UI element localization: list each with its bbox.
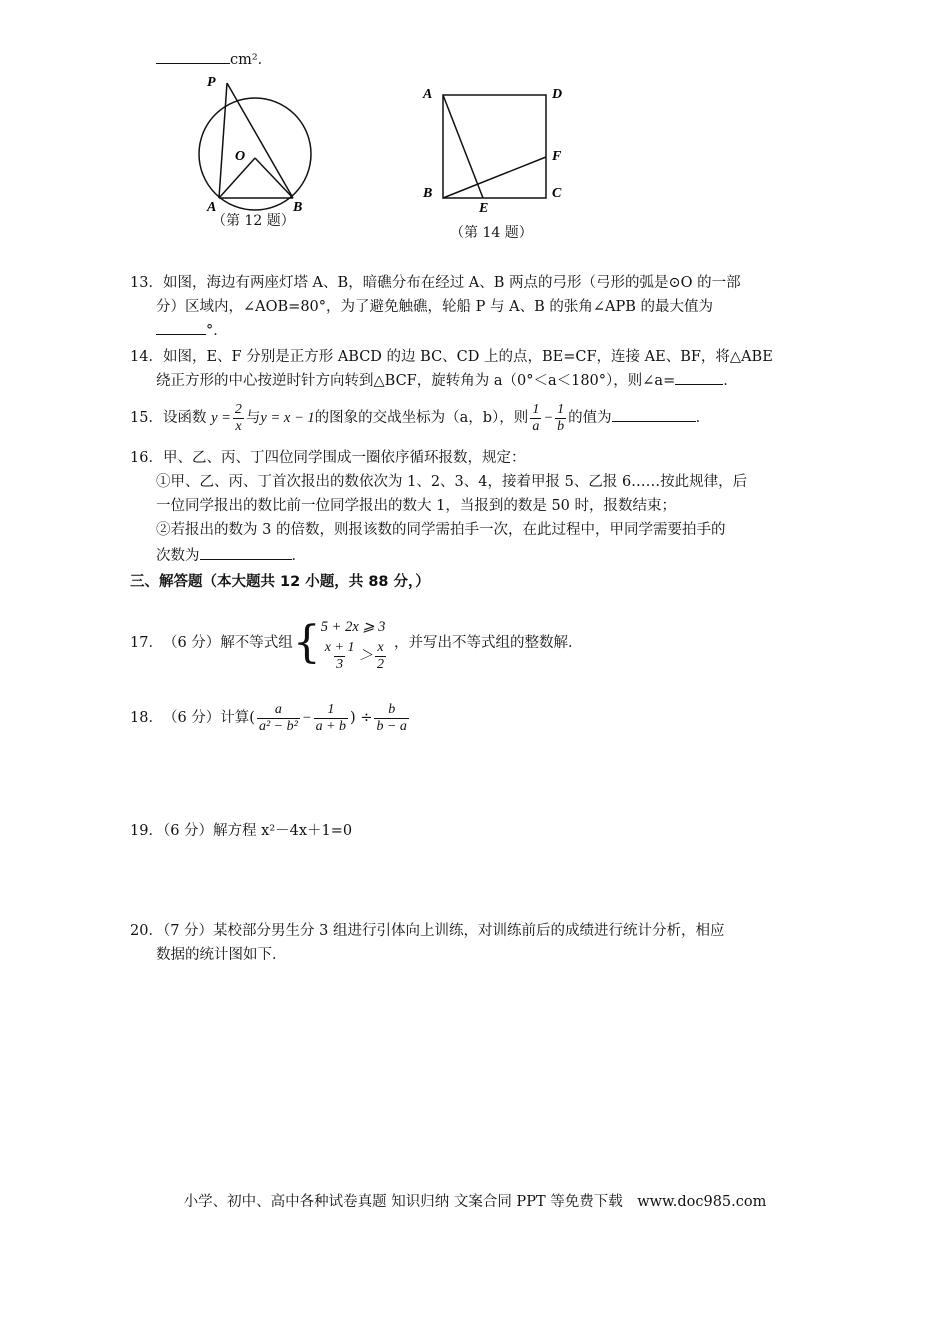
question-13-line-1: 13．如图，海边有两座灯塔 A、B，暗礁分布在经过 A、B 两点的弓形（弓形的弧是⊙O 的一部: [130, 275, 741, 291]
question-19: 19．（6 分）解方程 x²－4x＋1=0: [130, 823, 353, 839]
question-16-line-2: ①甲、乙、丙、丁首次报出的数依次为 1、2、3、4，接着甲报 5、乙报 6……按此规律，后: [156, 474, 748, 490]
line-bf: [443, 157, 546, 198]
question-17: 17． （6 分）解不等式组 { 5 + 2x ⩾ 3 $\frac{x + 1}{3}$ ＞ $\frac{x}{2}$ ，并写出不等式组的整数解．: [130, 603, 830, 683]
fraction-1-over-a-plus-b: $\frac{1}{a + b}$: [315, 701, 347, 734]
question-14-line-2: 绕正方形的中心按逆时针方向转到△BCF，旋转角为 a（0°＜a＜180°），则∠a= ．: [156, 370, 856, 392]
question-number: 15．: [130, 410, 163, 426]
inequality-2: $\frac{x + 1}{3}$ ＞ $\frac{x}{2}$: [324, 639, 384, 672]
figure-12: [190, 66, 320, 216]
label-b: B: [423, 186, 433, 201]
label-f: F: [552, 149, 562, 164]
section-3-title: 三、解答题（本大题共 12 小题，共 88 分，）: [130, 574, 430, 590]
answer-blank: [675, 370, 723, 385]
question-number: 16．: [130, 450, 163, 466]
question-13-line-3: °．: [156, 320, 856, 342]
question-20-line-2: 数据的统计图如下．: [156, 947, 287, 963]
figure-12-caption: （第 12 题）: [212, 213, 295, 229]
fraction-b-over-b-minus-a: $\frac{b}{b - a}$: [376, 701, 407, 734]
question-15: 15．设函数 y = $\frac{2}{x}$ 与y = x − 1的图象的交战坐标为（a，b），则 $\frac{1}{a}$ − $\frac{1}{b}$ 的值为 ．: [130, 401, 711, 434]
fraction-a-over-a2-b2: $\frac{a}{\text{a² − b²}}$: [258, 701, 298, 734]
line-pb: [227, 83, 293, 198]
label-d: D: [552, 87, 563, 102]
question-16-line-1: 16．甲、乙、丙、丁四位同学围成一圈依序循环报数，规定：: [130, 450, 526, 466]
label-c: C: [552, 186, 562, 201]
question-13-line-2: 分）区域内，∠AOB=80°，为了避免触礁，轮船 P 与 A、B 的张角∠APB 的最大值为: [156, 299, 713, 315]
answer-blank: [200, 545, 292, 560]
label-a: A: [207, 200, 217, 215]
square-abcd: [443, 95, 546, 198]
fraction-2-over-x: $\frac{2}{x}$: [234, 401, 242, 434]
question-number: 18．: [130, 710, 163, 726]
label-e: E: [479, 201, 489, 215]
label-a: A: [423, 87, 433, 102]
question-number: 13．: [130, 275, 163, 291]
figure-14-caption: （第 14 题）: [450, 225, 533, 241]
label-b: B: [293, 200, 303, 215]
figure-14: [415, 80, 575, 215]
line-pa: [219, 83, 227, 198]
question-number: 14．: [130, 349, 163, 365]
inequality-system: 5 + 2x ⩾ 3 $\frac{x + 1}{3}$ ＞ $\frac{x}{2}$: [321, 614, 388, 673]
line-ae: [443, 95, 483, 198]
label-o: O: [235, 149, 246, 164]
question-16-line-4: ②若报出的数为 3 的倍数，则报该数的同学需拍手一次，在此过程中，甲同学需要拍手的: [156, 522, 726, 538]
answer-blank: [156, 49, 230, 64]
answer-blank: [156, 320, 206, 335]
question-number: 17．: [130, 635, 163, 651]
label-p: P: [207, 75, 216, 90]
unit-text: cm²．: [230, 52, 273, 68]
question-14-line-1: 14．如图，E、F 分别是正方形 ABCD 的边 BC、CD 上的点，BE=CF，连接 AE、BF，将△ABE: [130, 349, 773, 365]
answer-blank: [612, 407, 696, 422]
question-number: 20．: [130, 923, 163, 939]
fraction-1-over-a: $\frac{1}{a}$: [532, 401, 540, 434]
system-brace: {: [292, 617, 321, 668]
question-number: 19．: [130, 823, 163, 839]
question-20-line-1: 20．（7 分）某校部分男生分 3 组进行引体向上训练，对训练前后的成绩进行统计分析，相应: [130, 923, 725, 939]
page-footer: 小学、初中、高中各种试卷真题 知识归纳 文案合同 PPT 等免费下载 www.doc985.com: [183, 1194, 767, 1210]
question-16-line-3: 一位同学报出的数比前一位同学报出的数大 1，当报到的数是 50 时，报数结束；: [156, 498, 677, 514]
line-oa: [219, 158, 255, 198]
question-18: 18． （6 分）计算( $\frac{a}{\text{a² − b²}}$ − $\frac{1}{a + b}$ ) ÷ $\frac{b}{b - a}$: [130, 701, 407, 734]
circle-o: [199, 98, 311, 210]
question-16-line-5: 次数为 ．: [156, 545, 856, 567]
fraction-1-over-b: $\frac{1}{b}$: [557, 401, 565, 434]
